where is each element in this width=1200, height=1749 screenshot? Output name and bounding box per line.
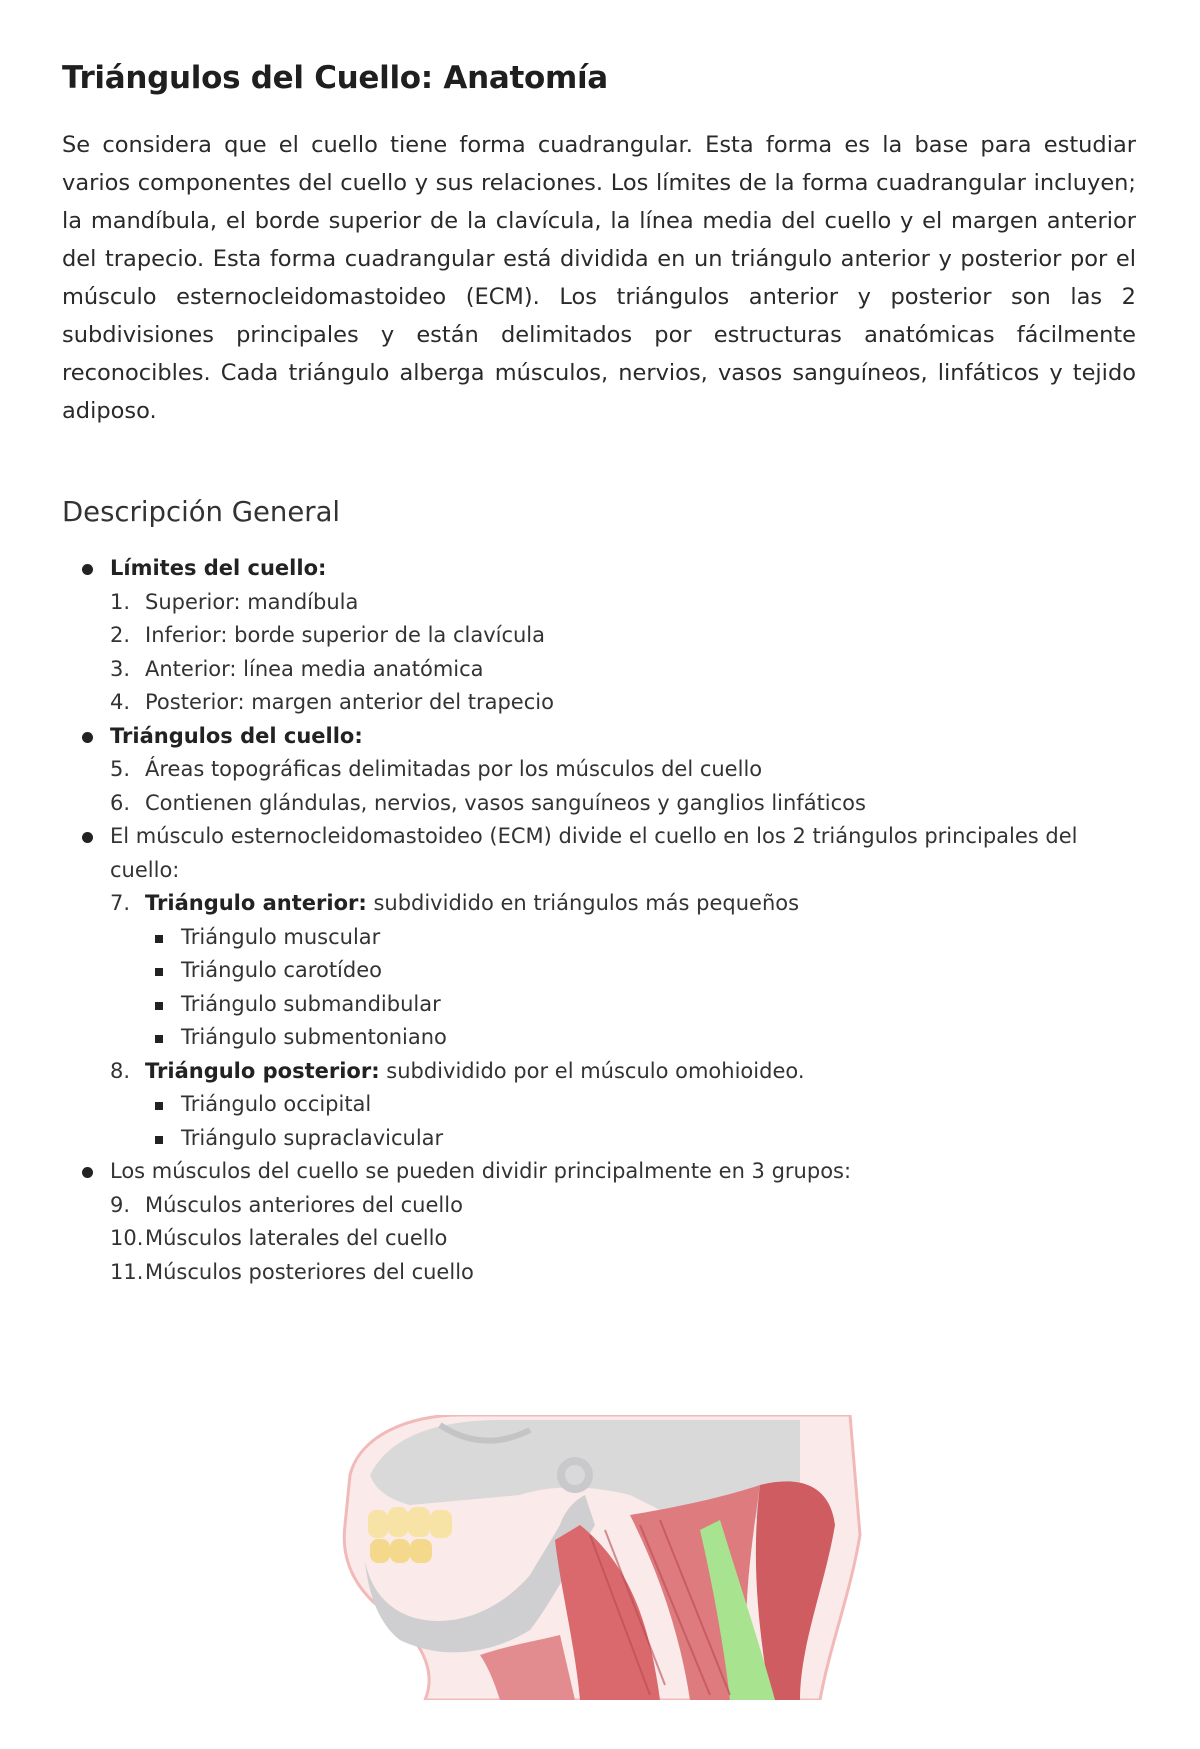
- sub-list-item: Triángulo carotídeo: [62, 954, 1136, 988]
- list-item: 6. Contienen glándulas, nervios, vasos sanguíneos y ganglios linfáticos: [110, 790, 866, 815]
- document: [62, 60, 1136, 1289]
- list-item: 4. Posterior: margen anterior del trapecio: [110, 690, 554, 714]
- list-item: 2. Inferior: borde superior de la clavícula: [110, 623, 546, 647]
- sub-list-item: Triángulo occipital: [62, 1088, 1136, 1122]
- sub-list-item: Triángulo submentoniano: [62, 1021, 1136, 1055]
- overview-list: [62, 552, 1136, 1289]
- bullet-label: Límites del cuello:: [110, 556, 327, 580]
- list-item: 5. Áreas topográficas delimitadas por los músculos del cuello: [110, 757, 763, 781]
- list-item: 9. Músculos anteriores del cuello: [110, 1192, 463, 1217]
- list-item: [62, 552, 1136, 586]
- list-item: 7. Triángulo anterior: subdividido en triángulos más pequeños: [110, 891, 800, 915]
- page-title: Triángulos del Cuello: Anatomía: [62, 60, 608, 96]
- list-item: 10. Músculos laterales del cuello: [110, 1226, 448, 1250]
- list-item: [62, 720, 1136, 754]
- neck-anatomy-illustration: [330, 1415, 870, 1700]
- sub-list-item: Triángulo muscular: [62, 921, 1136, 955]
- bullet-label: Triángulos del cuello:: [110, 723, 363, 748]
- section-title: Descripción General: [62, 496, 341, 528]
- sub-list-item: Triángulo supraclavicular: [62, 1122, 1136, 1156]
- list-item: 8. Triángulo posterior: subdividido por el músculo omohioideo.: [110, 1058, 805, 1083]
- list-item: El músculo esternocleidomastoideo (ECM) divide el cuello en los 2 triángulos principales del cuello:: [62, 820, 1136, 887]
- list-item: 11. Músculos posteriores del cuello: [110, 1259, 474, 1284]
- list-item: 3. Anterior: línea media anatómica: [110, 656, 484, 681]
- list-item: Los músculos del cuello se pueden dividir principalmente en 3 grupos:: [62, 1155, 1136, 1189]
- intro-paragraph: Se considera que el cuello tiene forma cuadrangular. Esta forma es la base para estudiar varios componentes del cuello y sus relaciones. Los límites de la forma cuadrangular incluyen; la mandíbula, el borde superior de la clavícula, la línea media del cuello y el margen anterior del trapecio. Esta forma cuadrangular está dividida en un triángulo anterior y posterior por el músculo esternocleidomastoideo (ECM). Los triángulos anterior y posterior son las 2 subdivisiones principales y están delimitados por estructuras anatómicas fácilmente reconocibles. Cada triángulo alberga músculos, nervios, vasos sanguíneos, linfáticos y tejido adiposo.: [62, 132, 1136, 424]
- sub-list-item: Triángulo submandibular: [62, 988, 1136, 1022]
- list-item: 1. Superior: mandíbula: [110, 589, 359, 614]
